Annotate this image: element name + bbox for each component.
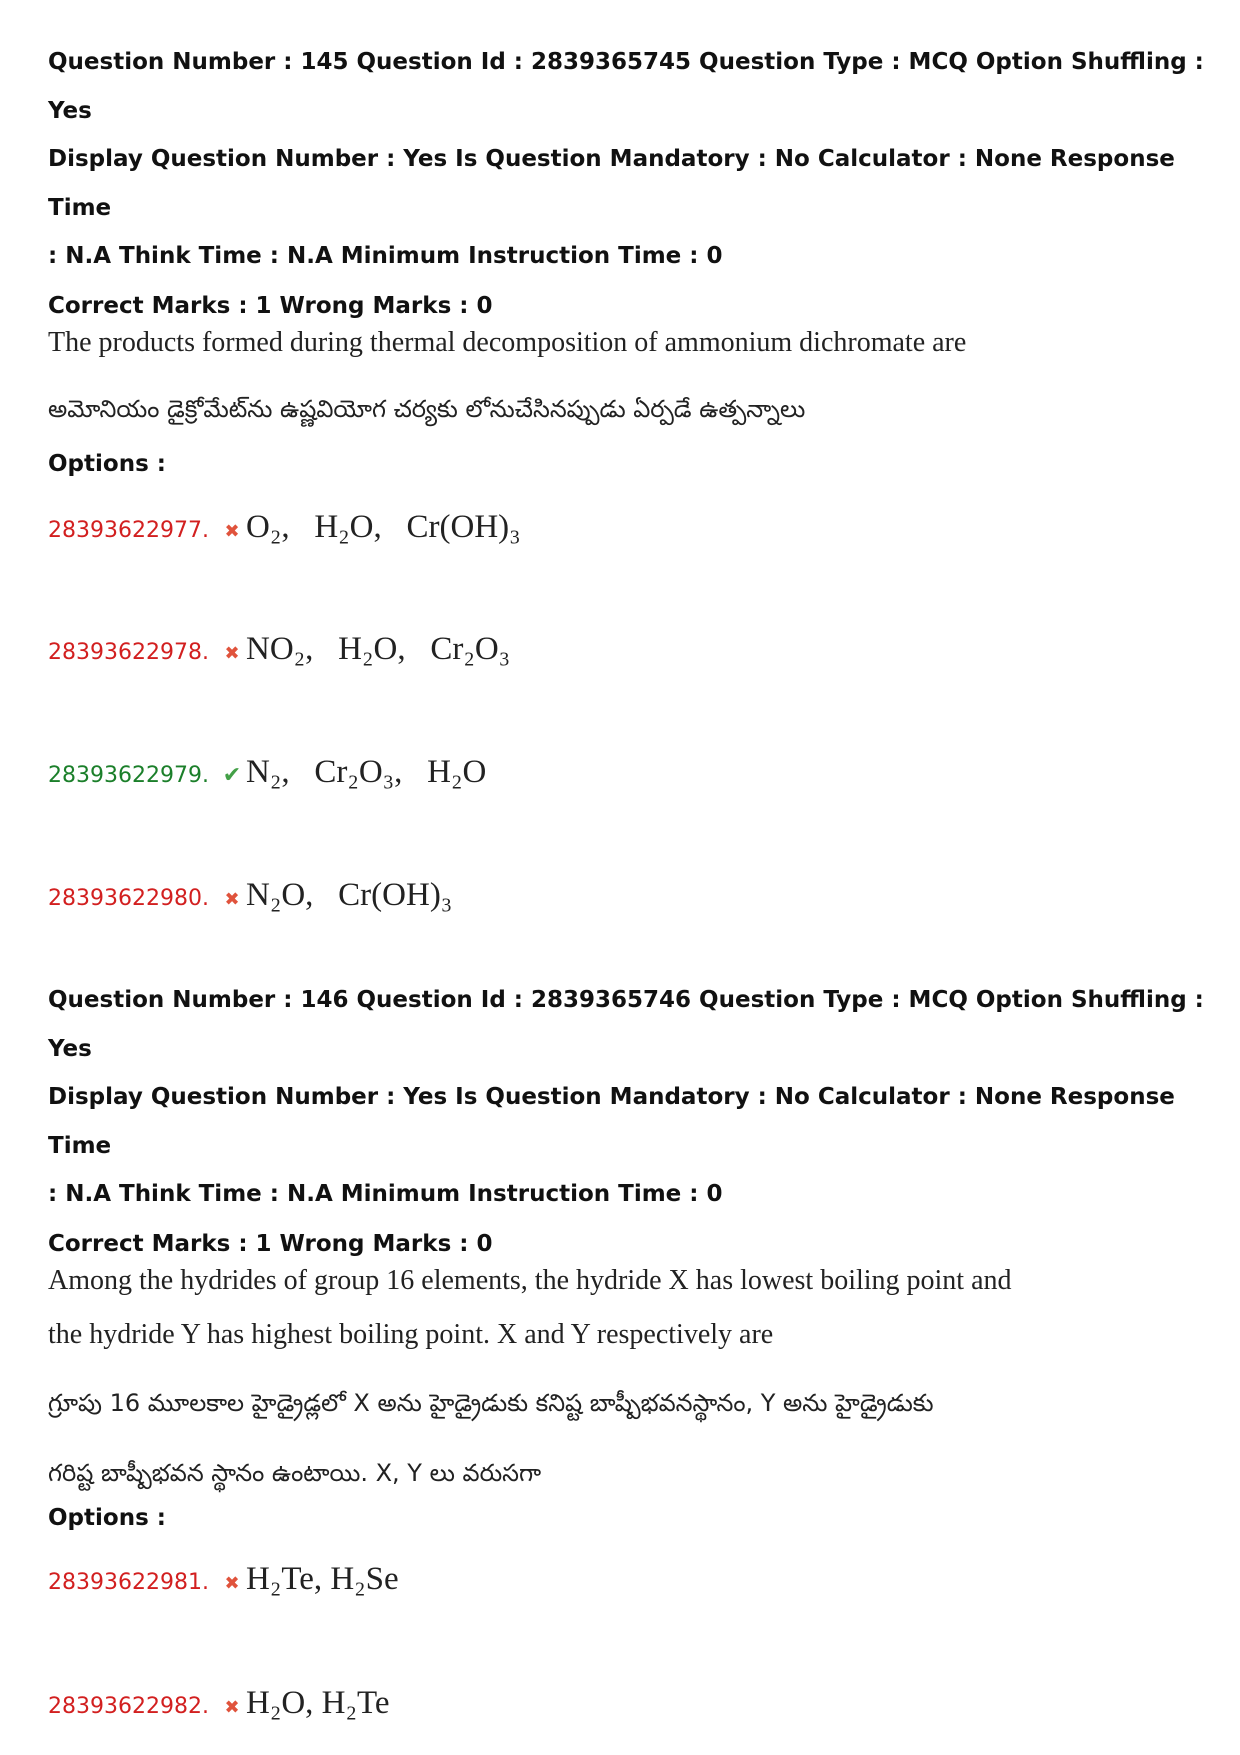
option-row[interactable]: [48, 1561, 399, 1598]
option-id: 28393622981.: [48, 1569, 209, 1595]
wrong-cross-icon: ✖: [224, 1696, 240, 1718]
options-list: [48, 1533, 1208, 1733]
option-row[interactable]: [48, 631, 510, 668]
option-id: 28393622977.: [48, 517, 209, 543]
question-text-te: గ్రూపు 16 మూలకాల హైడ్రైడ్లలో X అను హైడ్రైడుకు కనిష్ట బాష్పీభవనస్థానం, Y అను హైడ్రైడుకు: [48, 1388, 934, 1417]
question-meta-line: : N.A Think Time : N.A Minimum Instruction Time : 0: [48, 1181, 723, 1207]
marks-line: Correct Marks : 1 Wrong Marks : 0: [48, 1230, 493, 1257]
question-block-145: [48, 38, 1208, 959]
option-id: 28393622978.: [48, 639, 209, 665]
question-text-line: Among the hydrides of group 16 elements, the hydride X has lowest boiling point and: [48, 1264, 1012, 1296]
options-list: [48, 479, 1208, 959]
question-text-en: [48, 325, 1208, 391]
option-id: 28393622979.: [48, 762, 209, 788]
question-meta-line: Question Number : 146 Question Id : 2839365746 Question Type : MCQ Option Shuffling : Yes: [48, 987, 1204, 1062]
question-text-line: The products formed during thermal decomposition of ammonium dichromate are: [48, 326, 967, 358]
question-text-line: the hydride Y has highest boiling point. X and Y respectively are: [48, 1318, 774, 1350]
question-meta-line: : N.A Think Time : N.A Minimum Instruction Time : 0: [48, 243, 723, 269]
option-row[interactable]: [48, 877, 452, 914]
wrong-cross-icon: ✖: [224, 888, 240, 910]
question-text-te: గరిష్ట బాష్పీభవన స్థానం ఉంటాయి. X, Y లు వరుసగా: [48, 1458, 542, 1487]
option-row[interactable]: [48, 754, 486, 791]
wrong-cross-icon: ✖: [224, 642, 240, 664]
question-meta-line: Question Number : 145 Question Id : 2839365745 Question Type : MCQ Option Shuffling : Yes: [48, 49, 1204, 124]
option-formula: NO₂, H₂O, Cr₂O₃: [246, 630, 511, 667]
option-formula: N₂, Cr₂O₃, H₂O: [246, 753, 487, 790]
options-label: Options :: [48, 450, 166, 477]
wrong-cross-icon: ✖: [224, 1572, 240, 1594]
option-id: 28393622982.: [48, 1693, 209, 1719]
question-block-146: [48, 976, 1208, 1733]
option-formula: N₂O, Cr(OH)₃: [246, 876, 453, 913]
options-label: Options :: [48, 1504, 166, 1531]
option-formula: H₂Te, H₂Se: [246, 1560, 399, 1597]
question-text-te: అమోనియం డైక్రోమేట్‌ను ఉష్ణవియోగ చర్యకు లోనుచేసినప్పుడు ఏర్పడే ఉత్పన్నాలు: [48, 394, 806, 423]
option-formula: H₂O, H₂Te: [246, 1684, 390, 1721]
option-row[interactable]: [48, 509, 521, 546]
wrong-cross-icon: ✖: [224, 520, 240, 542]
question-meta-line: Display Question Number : Yes Is Question Mandatory : No Calculator : None Response Time: [48, 1084, 1175, 1159]
option-row[interactable]: [48, 1685, 390, 1722]
marks-line: Correct Marks : 1 Wrong Marks : 0: [48, 292, 493, 319]
correct-check-icon: ✔: [222, 762, 242, 788]
question-meta-line: Display Question Number : Yes Is Question Mandatory : No Calculator : None Response Time: [48, 146, 1175, 221]
option-formula: O₂, H₂O, Cr(OH)₃: [246, 508, 521, 545]
question-text-en: [48, 1263, 1208, 1385]
option-id: 28393622980.: [48, 885, 209, 911]
